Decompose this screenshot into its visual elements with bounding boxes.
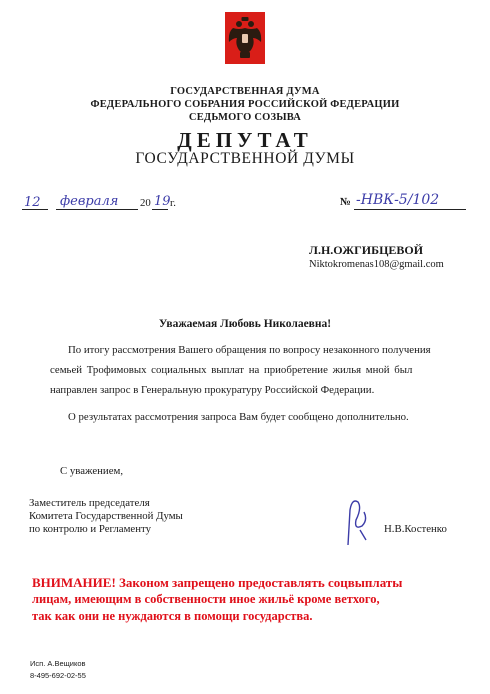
emblem — [225, 12, 265, 64]
letterhead-line1: ГОСУДАРСТВЕННАЯ ДУМА — [170, 86, 320, 97]
closing: С уважением, — [60, 465, 124, 477]
footer-executor: Исп. А.Вещиков — [30, 659, 86, 668]
notice-line3: так как они не нуждаются в помощи государства. — [32, 609, 313, 623]
paragraph1-line3: направлен запрос в Генеральную прокуратуру Российской Федерации. — [50, 384, 375, 396]
date-month-underline — [56, 209, 138, 210]
paragraph1-line2: семьей Трофимовых социальных выплат на приобретение жилья мной был — [50, 364, 413, 376]
paragraph1-line1: По итогу рассмотрения Вашего обращения по вопросу незаконного получения — [68, 344, 431, 356]
notice-line1: ВНИМАНИЕ! Законом запрещено предоставлять соцвыплаты — [32, 575, 403, 590]
date-day-underline — [22, 209, 48, 210]
date-year-prefix: 20 — [140, 197, 151, 209]
footer-phone: 8-495-692-02-55 — [30, 671, 86, 680]
number-value: -НВК-5/102 — [356, 192, 440, 208]
dateline-number — [340, 192, 470, 214]
russian-coat-of-arms-icon — [225, 12, 265, 64]
letterhead-subtitle: ГОСУДАРСТВЕННОЙ ДУМЫ — [135, 150, 355, 167]
signatory-title-line2: Комитета Государственной Думы — [29, 510, 183, 522]
recipient-email: Niktokromenas108@gmail.com — [309, 259, 444, 270]
date-month: февраля — [60, 194, 119, 209]
signatory-name: Н.В.Костенко — [384, 523, 447, 535]
dateline-date — [22, 195, 222, 215]
recipient-name: Л.Н.ОЖГИБЦЕВОЙ — [309, 243, 424, 257]
signatory-title-line1: Заместитель председателя — [29, 497, 150, 509]
date-year-underline — [152, 209, 168, 210]
date-day: 12 — [24, 195, 41, 210]
signatory-title-line3: по контролю и Регламенту — [29, 523, 151, 535]
letterhead-line2: ФЕДЕРАЛЬНОГО СОБРАНИЯ РОССИЙСКОЙ ФЕДЕРАЦИИ — [90, 99, 400, 110]
number-prefix: № — [340, 196, 351, 208]
notice-line2: лицам, имеющим в собственности иное жильё кроме ветхого, — [32, 592, 380, 606]
handwritten-signature — [340, 490, 380, 550]
paragraph2: О результатах рассмотрения запроса Вам будет сообщено дополнительно. — [68, 411, 409, 423]
letterhead-line3: СЕДЬМОГО СОЗЫВА — [188, 112, 302, 123]
date-year-end: г. — [170, 197, 176, 209]
date-year-suffix: 19 — [154, 194, 171, 209]
greeting: Уважаемая Любовь Николаевна! — [158, 318, 332, 330]
letterhead-title: ДЕПУТАТ — [177, 128, 313, 152]
number-underline — [354, 209, 466, 210]
